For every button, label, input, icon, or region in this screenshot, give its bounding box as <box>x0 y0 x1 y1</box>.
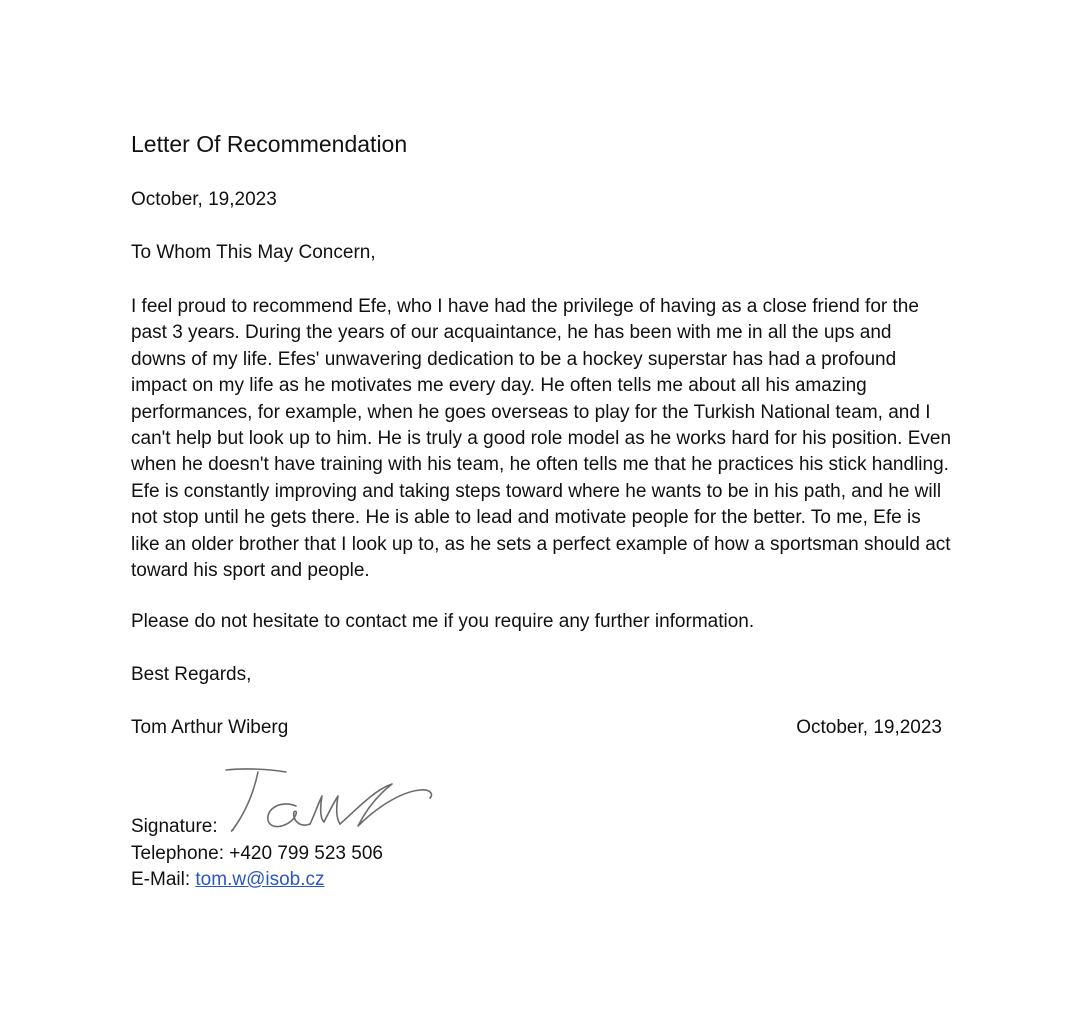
letter-body: I feel proud to recommend Efe, who I have had the privilege of having as a close friend for the past 3 years. During the years of our acquaintance, he has been with me in all the ups and downs of my life. Efes' unwavering dedication to be a hockey superstar has had a profound impact on my life as he motivates me every day. He often tells me about all his amazing performances, for example, when he goes overseas to play for the Turkish National team, and I can't help but look up to him. He is truly a good role model as he works hard for his position. Even when he doesn't have training with his team, he often tells me that he practices his stick handling. Efe is constantly improving and taking steps toward where he wants to be in his path, and he will not stop until he gets there. He is able to lead and motivate people for the better. To me, Efe is like an older brother that I look up to, as he sets a perfect example of how a sportsman should act toward his sport and people. <box>131 296 952 582</box>
contact-invitation: Please do not hesitate to contact me if you require any further information. <box>131 611 755 632</box>
signature-label: Signature: <box>131 816 218 837</box>
closing: Best Regards, <box>131 664 252 685</box>
email-line <box>131 868 325 892</box>
salutation: To Whom This May Concern, <box>131 242 376 263</box>
telephone: Telephone: +420 799 523 506 <box>131 843 383 864</box>
letter-date: October, 19,2023 <box>131 189 277 210</box>
sender-name: Tom Arthur Wiberg <box>131 717 289 738</box>
email-label: E-Mail: <box>131 869 191 890</box>
signature-date: October, 19,2023 <box>796 717 942 738</box>
email-link[interactable]: tom.w@isob.cz <box>195 869 325 890</box>
handwritten-signature <box>224 766 436 838</box>
letter-title: Letter Of Recommendation <box>131 131 408 157</box>
